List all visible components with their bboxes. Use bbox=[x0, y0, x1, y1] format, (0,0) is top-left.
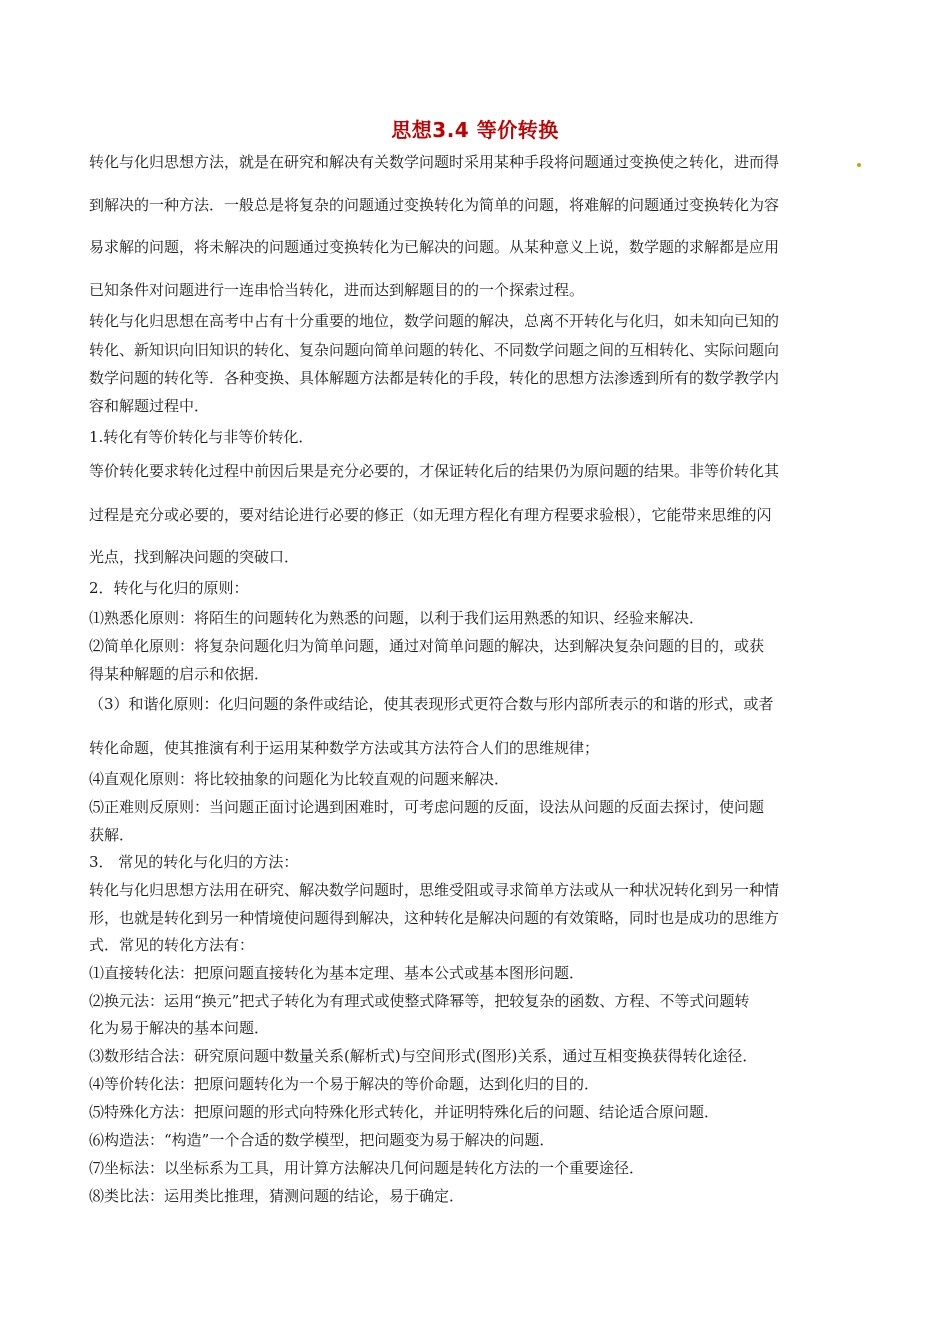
list-item: 转化命题，使其推演有利于运用某种数学方法或其方法符合人们的思维规律； bbox=[89, 739, 600, 757]
section-heading: 2．转化与化归的原则： bbox=[89, 579, 249, 597]
paragraph-line: 转化与化归思想在高考中占有十分重要的地位，数学问题的解决，总离不开转化与化归，如未知向已知的 bbox=[89, 312, 780, 330]
list-item: ⑸特殊化方法：把原问题的形式向特殊化形式转化，并证明特殊化后的问题、结论适合原问题． bbox=[89, 1103, 720, 1121]
list-item: ⑷等价转化法：把原问题转化为一个易于解决的等价命题，达到化归的目的． bbox=[89, 1075, 600, 1093]
list-item: ⑵简单化原则：将复杂问题化归为简单问题，通过对简单问题的解决，达到解决复杂问题的目的，或获 bbox=[89, 637, 765, 655]
list-item: ⑴熟悉化原则：将陌生的问题转化为熟悉的问题，以利于我们运用熟悉的知识、经验来解决． bbox=[89, 609, 705, 627]
paragraph-line: 过程是充分或必要的，要对结论进行必要的修正（如无理方程化有理方程要求验根），它能带来思维的闪 bbox=[89, 506, 772, 524]
list-item: 得某种解题的启示和依据． bbox=[89, 665, 270, 683]
section-heading: 3． 常见的转化与化归的方法： bbox=[89, 853, 299, 871]
list-item: ⑹构造法：“构造”一个合适的数学模型，把问题变为易于解决的问题． bbox=[89, 1131, 555, 1149]
paragraph-line: 转化、新知识向旧知识的转化、复杂问题向简单问题的转化、不同数学问题之间的互相转化、实际问题向 bbox=[89, 341, 780, 359]
list-item: ⑸正难则反原则：当问题正面讨论遇到困难时，可考虑问题的反面，设法从问题的反面去探讨，使问题 bbox=[89, 798, 765, 816]
list-item: ⑻类比法：运用类比推理，猜测问题的结论，易于确定． bbox=[89, 1187, 465, 1205]
paragraph-line: 已知条件对问题进行一连串恰当转化，进而达到解题目的的一个探索过程。 bbox=[89, 281, 585, 299]
paragraph-line: 容和解题过程中． bbox=[89, 397, 210, 415]
paragraph-line: 光点，找到解决问题的突破口． bbox=[89, 548, 300, 566]
paragraph-line: 等价转化要求转化过程中前因后果是充分必要的，才保证转化后的结果仍为原问题的结果。非等价转化其 bbox=[89, 462, 780, 480]
paragraph-line: 形，也就是转化到另一种情境使问题得到解决，这种转化是解决问题的有效策略，同时也是成功的思维方 bbox=[89, 909, 780, 927]
list-item: ⑴直接转化法：把原问题直接转化为基本定理、基本公式或基本图形问题． bbox=[89, 964, 585, 982]
list-item: 获解． bbox=[89, 826, 135, 844]
paragraph-line: 转化与化归思想方法，就是在研究和解决有关数学问题时采用某种手段将问题通过变换使之转化，进而得 bbox=[89, 153, 780, 171]
list-item: ⑶数形结合法：研究原问题中数量关系(解析式)与空间形式(图形)关系，通过互相变换获得转化途径． bbox=[89, 1047, 758, 1065]
list-item: （3）和谐化原则：化归问题的条件或结论，使其表现形式更符合数与形内部所表示的和谐的形式，或者 bbox=[89, 695, 774, 713]
section-heading: 1.转化有等价转化与非等价转化． bbox=[89, 428, 314, 446]
list-item: ⑷直观化原则：将比较抽象的问题化为比较直观的问题来解决． bbox=[89, 770, 510, 788]
paragraph-line: 易求解的问题，将未解决的问题通过变换转化为已解决的问题。从某种意义上说，数学题的求解都是应用 bbox=[89, 238, 780, 256]
paragraph-line: 到解决的一种方法．一般总是将复杂的问题通过变换转化为简单的问题，将难解的问题通过变换转化为容 bbox=[89, 196, 780, 214]
paragraph-line: 式．常见的转化方法有： bbox=[89, 936, 255, 954]
list-item: ⑵换元法：运用“换元”把式子转化为有理式或使整式降幂等，把较复杂的函数、方程、不等式问题转 bbox=[89, 992, 750, 1010]
list-item: 化为易于解决的基本问题． bbox=[89, 1019, 270, 1037]
list-item: ⑺坐标法：以坐标系为工具，用计算方法解决几何问题是转化方法的一个重要途径． bbox=[89, 1159, 645, 1177]
document-title: 思想3.4 等价转换 bbox=[391, 118, 559, 142]
paragraph-line: 转化与化归思想方法用在研究、解决数学问题时，思维受阻或寻求简单方法或从一种状况转化到另一种情 bbox=[89, 881, 780, 899]
paragraph-line: 数学问题的转化等．各种变换、具体解题方法都是转化的手段，转化的思想方法渗透到所有的数学教学内 bbox=[89, 369, 780, 387]
